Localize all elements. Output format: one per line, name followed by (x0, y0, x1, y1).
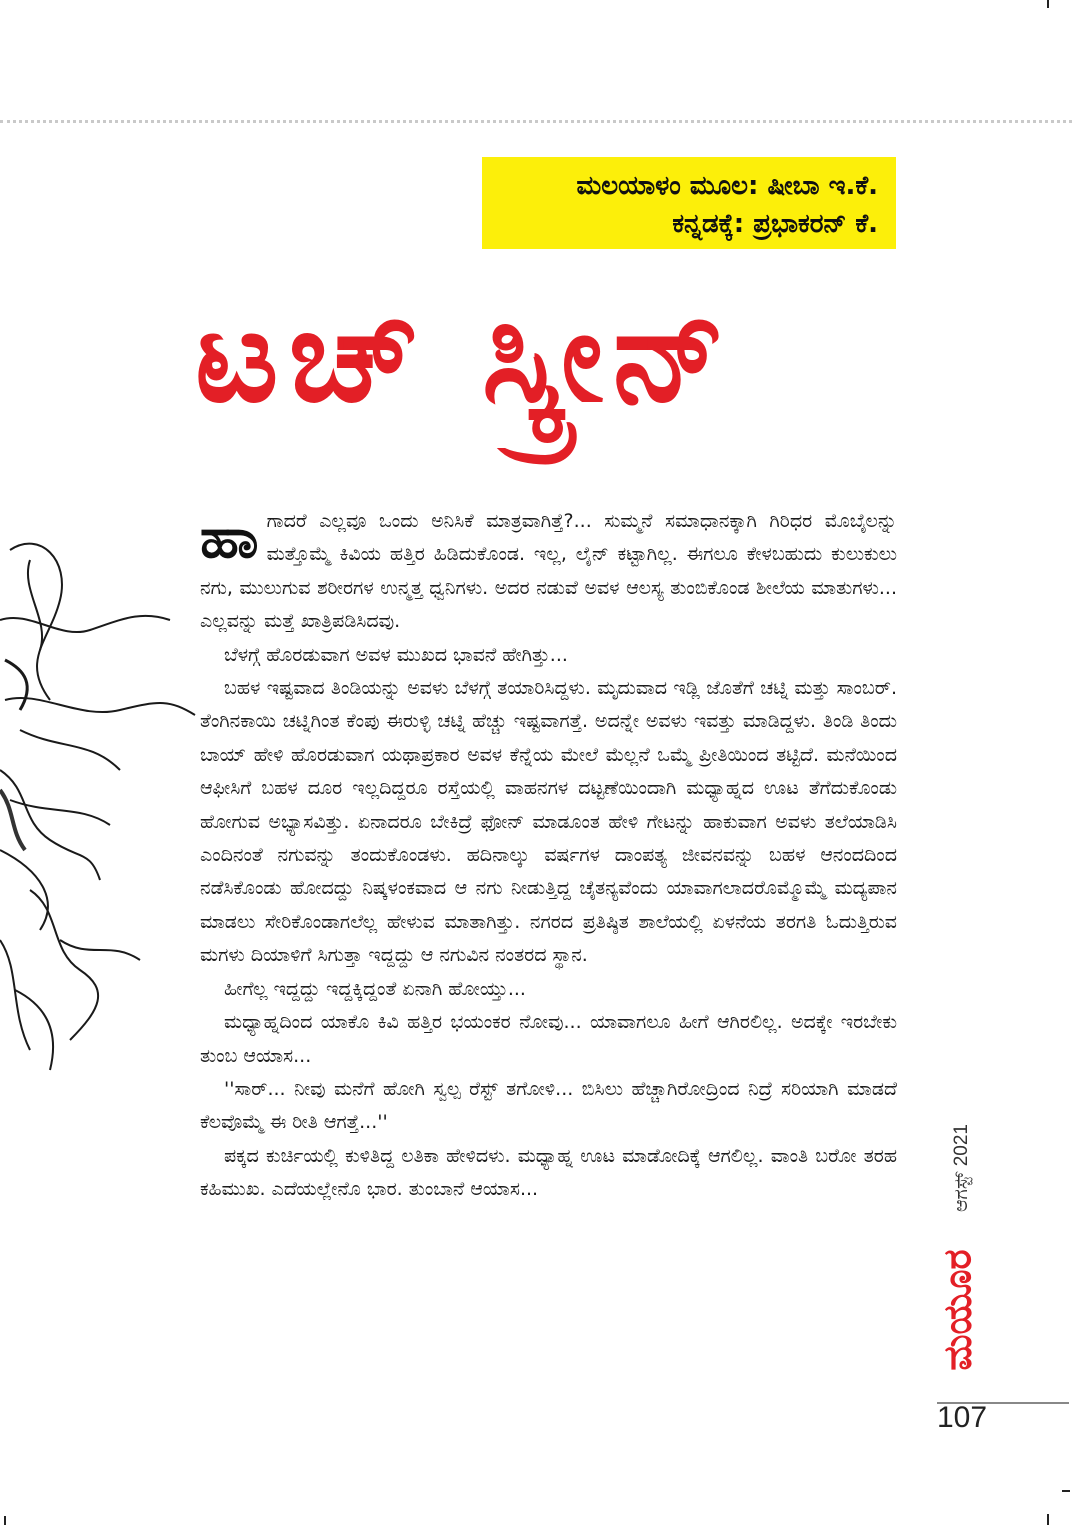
article-body (200, 505, 897, 1207)
sketch-stroke (0, 790, 25, 850)
credit-box (482, 157, 896, 249)
sketch-stroke (0, 616, 170, 632)
issue-date-text: ಆಗಸ್ಟ್ 2021 (951, 1124, 972, 1212)
issue-date (942, 1108, 982, 1228)
article-paragraph: ಹೀಗೆಲ್ಲ ಇದ್ದದ್ದು ಇದ್ದಕ್ಕಿದ್ದಂತೆ ಏನಾಗಿ ಹೋಯ್ತು... (224, 977, 526, 1000)
sketch-stroke (15, 990, 53, 1070)
article-paragraph: ಬಹಳ ಇಷ್ಟವಾದ ತಿಂಡಿಯನ್ನು ಅವಳು ಬೆಳಗ್ಗೆ ತಯಾರಿಸಿದ್ದಳು. ಮೃದುವಾದ ಇಡ್ಲಿ ಜೊತೆಗೆ ಚಟ್ನಿ ಮತ್ತು ಸಾಂಬರ್. ತೆಂಗಿನಕಾಯಿ ಚಟ್ನಿಗಿಂತ ಕೆಂಪು ಈರುಳ್ಳಿ ಚಟ್ನಿ ಹೆಚ್ಚು ಇಷ್ಟವಾಗತ್ತೆ. ಅದನ್ನೇ ಅವಳು ಇವತ್ತು ಮಾಡಿದ್ದಳು. ತಿಂಡಿ ತಿಂದು ಬಾಯ್ ಹೇಳಿ ಹೊರಡುವಾಗ ಯಥಾಪ್ರಕಾರ ಅವಳ ಕೆನ್ನೆಯ ಮೇಲೆ ಮೆಲ್ಲನೆ ಒಮ್ಮೆ ಪ್ರೀತಿಯಿಂದ ತಟ್ಟಿದೆ. ಮನೆಯಿಂದ ಆಫೀಸಿಗೆ ಬಹಳ ದೂರ ಇಲ್ಲದಿದ್ದರೂ ರಸ್ತೆಯಲ್ಲಿ ವಾಹನಗಳ ದಟ್ಟಣೆಯಿಂದಾಗಿ ಮಧ್ಯಾಹ್ನದ ಊಟ ತೆಗೆದುಕೊಂಡು ಹೋಗುವ ಅಭ್ಯಾಸವಿತ್ತು. ಏನಾದರೂ ಬೇಕಿದ್ರೆ ಫೋನ್ ಮಾಡೂಂತ ಹೇಳಿ ಗೇಟನ್ನು ಹಾಕುವಾಗ ಅವಳು ತಲೆಯಾಡಿಸಿ ಎಂದಿನಂತೆ ನಗುವನ್ನು ತಂದುಕೊಂಡಳು. ಹದಿನಾಲ್ಕು ವರ್ಷಗಳ ದಾಂಪತ್ಯ ಜೀವನವನ್ನು ಬಹಳ ಆನಂದದಿಂದ ನಡೆಸಿಕೊಂಡು ಹೋದದ್ದು ನಿಷ್ಕಳಂಕವಾದ ಆ ನಗು ನೀಡುತ್ತಿದ್ದ ಚೈತನ್ಯವೆಂದು ಯಾವಾಗಲಾದರೊಮ್ಮೊಮ್ಮೆ ಮದ್ಯಪಾನ ಮಾಡಲು ಸೇರಿಕೊಂಡಾಗಲೆಲ್ಲ ಹೇಳುವ ಮಾತಾಗಿತ್ತು. ನಗರದ ಪ್ರತಿಷ್ಠಿತ ಶಾಲೆಯಲ್ಲಿ ಏಳನೆಯ ತರಗತಿ ಓದುತ್ತಿರುವ ಮಗಳು ದಿಯಾಳಿಗೆ ಸಿಗುತ್ತಾ ಇದ್ದದ್ದು ಆ ನಗುವಿನ ನಂತರದ ಸ್ಥಾನ. (200, 677, 897, 967)
sketch-illustration (0, 470, 200, 1090)
sketch-stroke (20, 730, 120, 770)
story-title: ಟಚ್ ಸ್ಕ್ರೀನ್ (195, 282, 736, 431)
paragraph-text: ಗಾದರೆ ಎಲ್ಲವೂ ಒಂದು ಅನಿಸಿಕೆ ಮಾತ್ರವಾಗಿತ್ತೆ?... ಸುಮ್ಮನೆ ಸಮಾಧಾನಕ್ಕಾಗಿ ಗಿರಿಧರ ಮೊಬೈಲನ್ನು ಮತ್ತೊಮ್ಮೆ ಕಿವಿಯ ಹತ್ತಿರ ಹಿಡಿದುಕೊಂಡ. ಇಲ್ಲ, ಲೈನ್ ಕಟ್ಟಾಗಿಲ್ಲ. ಈಗಲೂ ಕೇಳಬಹುದು ಕುಲುಕುಲು ನಗು, ಮುಲುಗುವ ಶರೀರಗಳ ಉನ್ಮತ್ತ ಧ್ವನಿಗಳು. ಅದರ ನಡುವೆ ಅವಳ ಆಲಸ್ಯ ತುಂಬಿಕೊಂಡ ಶೀಲೆಯ ಮಾತುಗಳು... ಎಲ್ಲವನ್ನು ಮತ್ತೆ ಖಾತ್ರಿಪಡಿಸಿದವು. (200, 510, 897, 633)
article-paragraph: ಪಕ್ಕದ ಕುರ್ಚಿಯಲ್ಲಿ ಕುಳಿತಿದ್ದ ಲತಿಕಾ ಹೇಳಿದಳು. ಮಧ್ಯಾಹ್ನ ಊಟ ಮಾಡೋದಿಕ್ಕೆ ಆಗಲಿಲ್ಲ. ವಾಂತಿ ಬರೋ ತರಹ ಕಹಿಮುಖ. ಎದೆಯಲ್ಲೇನೊ ಭಾರ. ತುಂಬಾನೆ ಆಯಾಸ... (200, 1144, 897, 1201)
page-number: 107 (937, 1401, 988, 1434)
sketch-stroke (5, 660, 27, 710)
credit-translator: ಕನ್ನಡಕ್ಕೆ: ಪ್ರಭಾಕರನ್ ಕೆ. (672, 209, 878, 239)
sketch-stroke (5, 698, 195, 715)
crop-mark-bottom-right-h (1062, 1490, 1070, 1492)
article-paragraph: ಮಧ್ಯಾಹ್ನದಿಂದ ಯಾಕೊ ಕಿವಿ ಹತ್ತಿರ ಭಯಂಕರ ನೋವು... ಯಾವಾಗಲೂ ಹೀಗೆ ಆಗಿರಲಿಲ್ಲ. ಅದಕ್ಕೇ ಇರಬೇಕು ತುಂಬ ಆಯಾಸ... (200, 1011, 897, 1067)
crop-mark-bottom-right-v (1047, 1514, 1049, 1525)
sketch-stroke (28, 560, 42, 650)
article-paragraph: ಬೆಳಗ್ಗೆ ಹೊರಡುವಾಗ ಅವಳ ಮುಖದ ಭಾವನೆ ಹೇಗಿತ್ತು... (224, 643, 568, 666)
article-paragraph: ''ಸಾರ್... ನೀವು ಮನೆಗೆ ಹೋಗಿ ಸ್ವಲ್ಪ ರೆಸ್ಟ್ ತಗೋಳಿ... ಬಿಸಿಲು ಹೆಚ್ಚಾಗಿರೋದ್ರಿಂದ ನಿದ್ರೆ ಸರಿಯಾಗಿ ಮಾಡದೆ ಕೆಲವೊಮ್ಮೆ ಈ ರೀತಿ ಆಗತ್ತೆ...'' (200, 1077, 897, 1134)
magazine-logo (928, 1230, 988, 1390)
sketch-stroke (10, 800, 110, 825)
credit-original: ಮಲಯಾಳಂ ಮೂಲ: ಷೀಬಾ ಇ.ಕೆ. (576, 171, 878, 201)
sketch-stroke (30, 890, 98, 1040)
crop-mark-bottom-left (4, 1516, 6, 1525)
drop-cap: ಹಾ (200, 506, 259, 571)
article-paragraph (200, 505, 897, 639)
header-dotted-rule (0, 120, 1072, 123)
magazine-logo-text: ಮಯೂರ (935, 1249, 980, 1371)
sketch-stroke (60, 940, 140, 960)
sketch-stroke (0, 850, 48, 930)
crop-mark-top (1047, 0, 1049, 8)
